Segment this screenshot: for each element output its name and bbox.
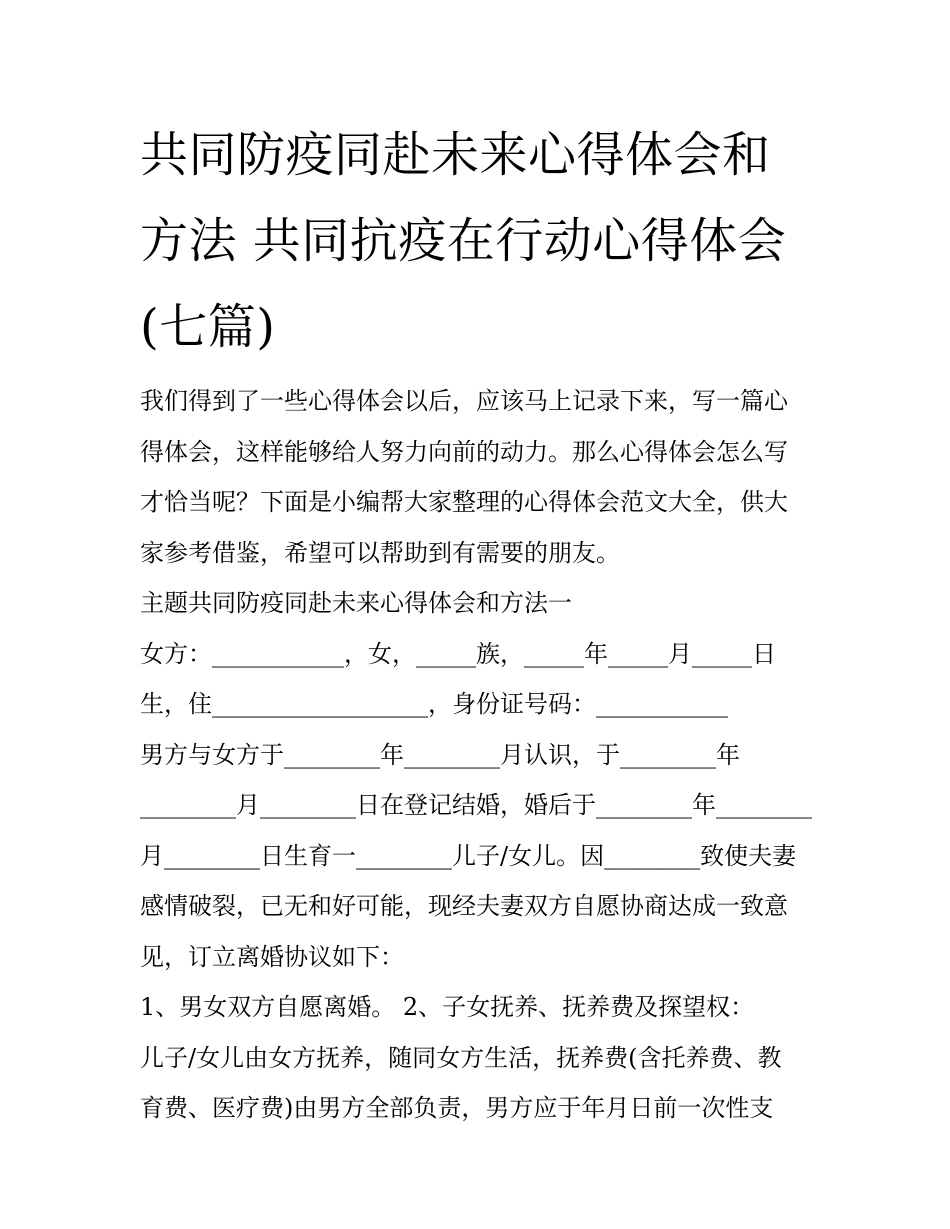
text-line: 才恰当呢？下面是小编帮大家整理的心得体会范文大全，供大 <box>140 488 788 516</box>
title-line: 方法 共同抗疫在行动心得体会 <box>140 213 787 269</box>
text-line: ________月________日在登记结婚，婚后于________年________ <box>140 791 812 819</box>
text-line: 感情破裂，已无和好可能，现经夫妻双方自愿协商达成一致意 <box>140 892 788 920</box>
intro-paragraph <box>140 376 820 578</box>
clause-2 <box>140 1033 820 1134</box>
text-line: 儿子/女儿由女方抚养，随同女方生活，抚养费(含托养费、教 <box>140 1043 782 1072</box>
clause-1: 1、男女双方自愿离婚。 2、子女抚养、抚养费及探望权： <box>140 993 755 1021</box>
text-line: 月________日生育一________儿子/女儿。因________致使夫妻 <box>140 841 797 870</box>
document-title <box>140 112 820 370</box>
title-line: 共同防疫同赴未来心得体会和 <box>140 127 771 183</box>
agreement-form-paragraph <box>140 629 820 983</box>
text-line: 育费、医疗费)由男方全部负责，男方应于年月日前一次性支 <box>140 1094 774 1122</box>
text-line: 我们得到了一些心得体会以后，应该马上记录下来，写一篇心 <box>140 387 788 415</box>
text-line: 家参考借鉴，希望可以帮助到有需要的朋友。 <box>140 538 620 567</box>
text-line: 女方：___________，女，_____族，_____年_____月_____日 <box>140 639 776 668</box>
text-line: 见，订立离婚协议如下： <box>140 942 404 971</box>
text-line: 男方与女方于________年________月认识，于________年 <box>140 740 740 769</box>
title-line: (七篇) <box>140 299 276 355</box>
text-line: 得体会，这样能够给人努力向前的动力。那么心得体会怎么写 <box>140 437 788 466</box>
document-body <box>140 376 820 1134</box>
section-heading: 主题共同防疫同赴未来心得体会和方法一 <box>140 589 572 617</box>
text-line: 生，住__________________，身份证号码：___________ <box>140 690 728 718</box>
document-content <box>140 112 820 1134</box>
